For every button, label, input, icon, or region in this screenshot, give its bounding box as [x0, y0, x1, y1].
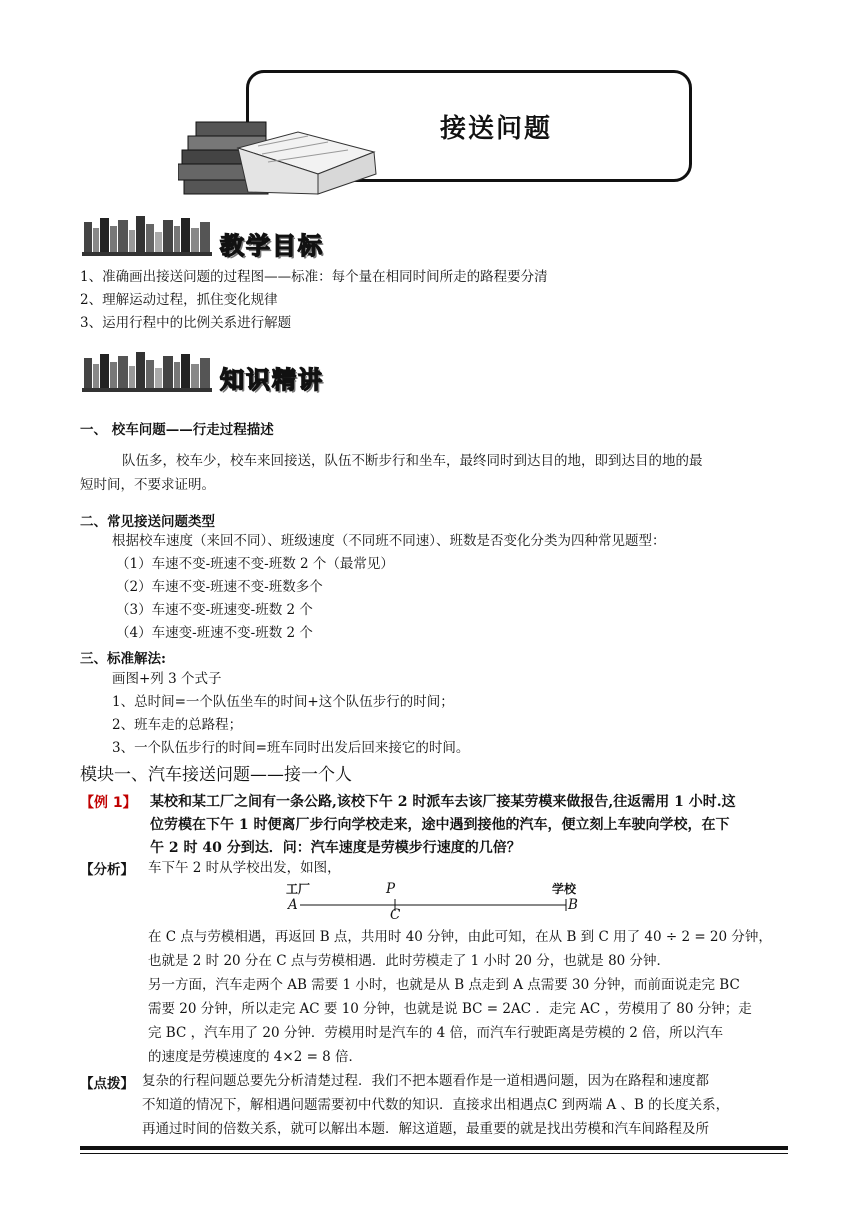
part2-item: （3）车速不变-班速变-班数 2 个: [116, 602, 313, 618]
part1-heading: 一、 校车问题——行走过程描述: [80, 422, 274, 438]
route-line: [300, 898, 570, 912]
bookshelf-icon: [82, 350, 212, 392]
part2-item: （4）车速变-班速不变-班数 2 个: [116, 625, 313, 641]
module-title: 模块一、汽车接送问题——接一个人: [80, 765, 352, 785]
analysis-line: 的速度是劳模速度的 4×2 = 8 倍．: [148, 1049, 363, 1065]
example-tag: 【例 1】: [80, 795, 137, 811]
goal-item-1: 1、准确画出接送问题的过程图——标准：每个量在相同时间所走的路程要分清: [80, 269, 548, 285]
part2-heading: 二、常见接送问题类型: [80, 514, 215, 530]
analysis-line: 需要 20 分钟，所以走完 AC 要 10 分钟，也就是说 BC = 2AC ．走完 AC ，劳模用了 80 分钟；走: [148, 1001, 752, 1017]
example-line: 位劳模在下午 1 时便离厂步行向学校走来，途中遇到接他的汽车，便立刻上车驶向学校，在下: [150, 817, 730, 833]
part3-item: 画图+列 3 个式子: [112, 671, 222, 687]
analysis-line: 完 BC ，汽车用了 20 分钟．劳模用时是汽车的 4 倍，而汽车行驶距离是劳模的 2 倍，所以汽车: [148, 1025, 724, 1041]
route-diagram: [280, 878, 600, 924]
goal-item-2: 2、理解运动过程，抓住变化规律: [80, 292, 278, 308]
goal-item-3: 3、运用行程中的比例关系进行解题: [80, 315, 292, 331]
analysis-first-line: 车下午 2 时从学校出发，如图，: [148, 860, 341, 876]
part2-intro: 根据校车速度（来回不同）、班级速度（不同班不同速）、班数是否变化分类为四种常见题型：: [112, 533, 666, 549]
analysis-tag: 【分析】: [80, 862, 134, 878]
tip-tag: 【点拨】: [80, 1076, 134, 1092]
footer-rule: [80, 1146, 788, 1150]
label-A: A: [288, 897, 298, 913]
part2-item: （2）车速不变-班速不变-班数多个: [116, 579, 323, 595]
example-line: 某校和某工厂之间有一条公路,该校下午 2 时派车去该厂接某劳模来做报告,往返需用 1 小时.这: [150, 794, 736, 810]
part1-text: 短时间，不要求证明。: [80, 477, 215, 493]
label-P: P: [386, 881, 396, 897]
label-factory: 工厂: [286, 882, 311, 896]
part1-text: 队伍多，校车少，校车来回接送，队伍不断步行和坐车，最终同时到达目的地，即到达目的地的最: [122, 453, 703, 469]
part3-item: 2、班车走的总路程；: [112, 717, 243, 733]
bookshelf-icon: [82, 214, 212, 256]
part3-item: 3、一个队伍步行的时间=班车同时出发后回来接它的时间。: [112, 740, 470, 756]
part3-heading: 三、标准解法:: [80, 651, 166, 667]
analysis-line: 在 C 点与劳模相遇，再返回 B 点，共用时 40 分钟，由此可知，在从 B 到 C 用了 40 ÷ 2 = 20 分钟，: [148, 929, 772, 945]
tip-line: 不知道的情况下，解相遇问题需要初中代数的知识．直接求出相遇点C 到两端 A 、B 的长度关系，: [142, 1097, 730, 1113]
section-header-goals: 教学目标: [220, 232, 324, 260]
label-C: C: [390, 907, 401, 923]
page-title: 接送问题: [440, 114, 553, 144]
label-B: B: [568, 897, 578, 913]
tip-line: 再通过时间的倍数关系，就可以解出本题．解这道题，最重要的就是找出劳模和汽车间路程及所: [142, 1121, 709, 1137]
label-school: 学校: [552, 882, 577, 896]
example-line: 午 2 时 40 分到达．问：汽车速度是劳模步行速度的几倍？: [150, 840, 521, 856]
footer-rule-thin: [80, 1153, 788, 1154]
part3-item: 1、总时间=一个队伍坐车的时间+这个队伍步行的时间；: [112, 694, 454, 710]
analysis-line: 也就是 2 时 20 分在 C 点与劳模相遇．此时劳模走了 1 小时 20 分，也就是 80 分钟．: [148, 953, 671, 969]
tip-line: 复杂的行程问题总要先分析清楚过程．我们不把本题看作是一道相遇问题，因为在路程和速度都: [142, 1073, 709, 1089]
section-header-knowledge: 知识精讲: [220, 366, 324, 394]
analysis-line: 另一方面，汽车走两个 AB 需要 1 小时，也就是从 B 点走到 A 点需要 30 分钟，而前面说走完 BC: [148, 977, 740, 993]
part2-item: （1）车速不变-班速不变-班数 2 个（最常见）: [116, 556, 394, 572]
books-illustration: [178, 118, 378, 196]
